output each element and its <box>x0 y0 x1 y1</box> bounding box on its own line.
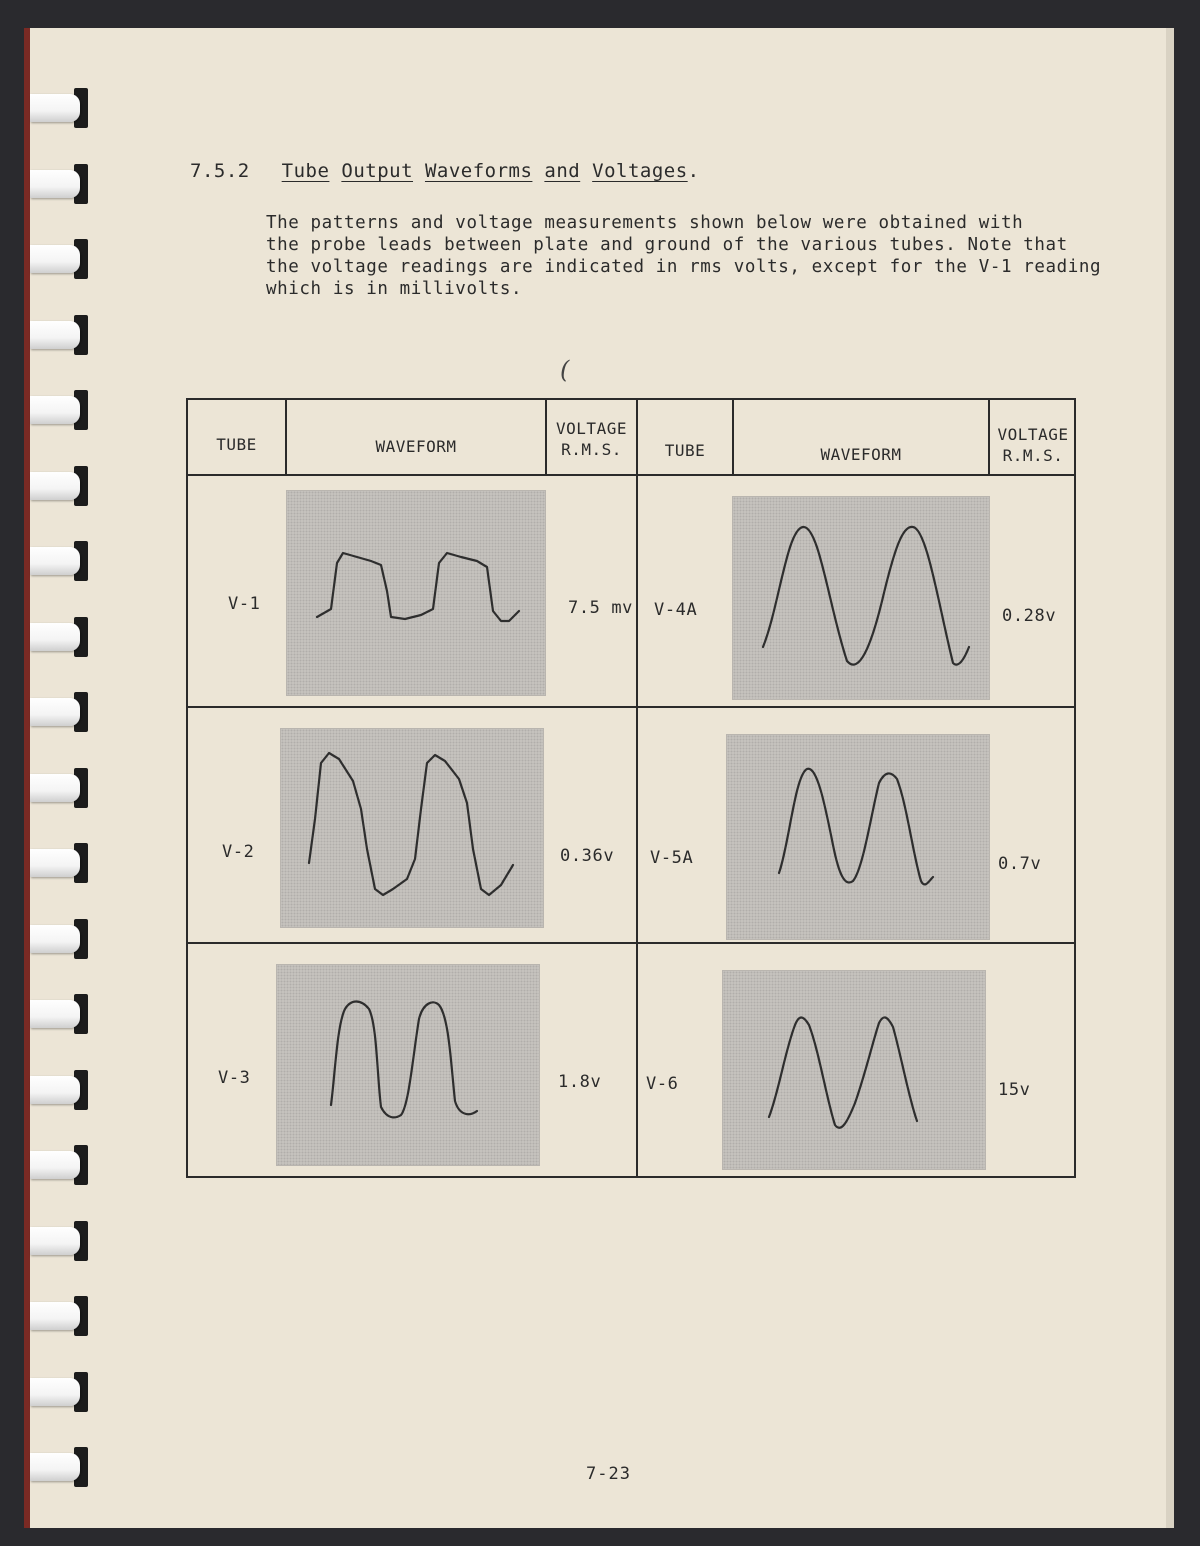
binding-ring <box>30 164 94 204</box>
tube-label: V-6 <box>646 1074 679 1094</box>
binding-ring <box>30 1145 94 1185</box>
page-number: 7-23 <box>586 1464 631 1484</box>
voltage-value: 0.7v <box>998 854 1042 874</box>
binding-ring <box>30 1070 94 1110</box>
tube-label: V-5A <box>650 848 694 868</box>
header-voltage-right <box>990 424 1076 466</box>
binding-ring <box>30 239 94 279</box>
binding-ring <box>30 617 94 657</box>
binding-ring <box>30 315 94 355</box>
tube-label: V-1 <box>228 594 261 614</box>
title-word-3: Waveforms <box>424 160 533 182</box>
tube-label: V-2 <box>222 842 255 862</box>
waveform-trace-v2 <box>280 728 544 928</box>
voltage-value: 15v <box>998 1080 1031 1100</box>
binding-ring <box>30 768 94 808</box>
waveform-trace-v1 <box>286 490 546 696</box>
spiral-binding <box>30 88 100 1528</box>
voltage-value: 0.28v <box>1002 606 1057 626</box>
binding-ring <box>30 541 94 581</box>
header-voltage-left-line1: VOLTAGE <box>556 419 627 438</box>
title-word-5: Voltages <box>592 160 688 182</box>
section-heading <box>190 160 700 182</box>
manual-page <box>24 28 1174 1528</box>
binding-ring <box>30 994 94 1034</box>
tube-label: V-3 <box>218 1068 251 1088</box>
header-tube-left: TUBE <box>216 435 257 454</box>
binding-ring <box>30 1447 94 1487</box>
voltage-value: 1.8v <box>558 1072 602 1092</box>
binding-ring <box>30 1221 94 1261</box>
binding-ring <box>30 390 94 430</box>
section-number: 7.5.2 <box>190 160 250 182</box>
header-voltage-left-line2: R.M.S. <box>561 440 622 459</box>
title-word-2: Output <box>341 160 414 182</box>
binding-ring <box>30 843 94 883</box>
binding-ring <box>30 1372 94 1412</box>
tube-label: V-4A <box>654 600 698 620</box>
title-word-1: Tube <box>281 160 330 182</box>
binding-ring <box>30 466 94 506</box>
waveform-table <box>186 398 1076 1178</box>
title-word-4: and <box>544 160 581 182</box>
voltage-value: 7.5 mv <box>568 598 634 618</box>
binding-ring <box>30 692 94 732</box>
intro-paragraph: The patterns and voltage measurements shown below were obtained with the probe leads between plate and ground of the various tubes. Note that the voltage readings are indicated in rms volts, except for the V-1 reading which is in millivolts. <box>266 213 1102 299</box>
binding-ring <box>30 88 94 128</box>
binding-ring <box>30 1296 94 1336</box>
header-voltage-left <box>547 418 636 460</box>
title-end: . <box>687 160 700 182</box>
binding-ring <box>30 919 94 959</box>
header-waveform-left: WAVEFORM <box>375 437 457 456</box>
waveform-trace-v5a <box>726 734 990 940</box>
waveform-trace-v3 <box>276 964 540 1166</box>
waveform-trace-v6 <box>722 970 986 1170</box>
header-tube-right: TUBE <box>664 441 706 460</box>
pencil-mark: ( <box>560 356 570 384</box>
header-voltage-right-line2: R.M.S. <box>1002 446 1064 465</box>
waveform-trace-v4a <box>732 496 990 700</box>
header-voltage-right-line1: VOLTAGE <box>997 425 1069 444</box>
voltage-value: 0.36v <box>560 846 615 866</box>
header-waveform-right: WAVEFORM <box>820 445 902 464</box>
